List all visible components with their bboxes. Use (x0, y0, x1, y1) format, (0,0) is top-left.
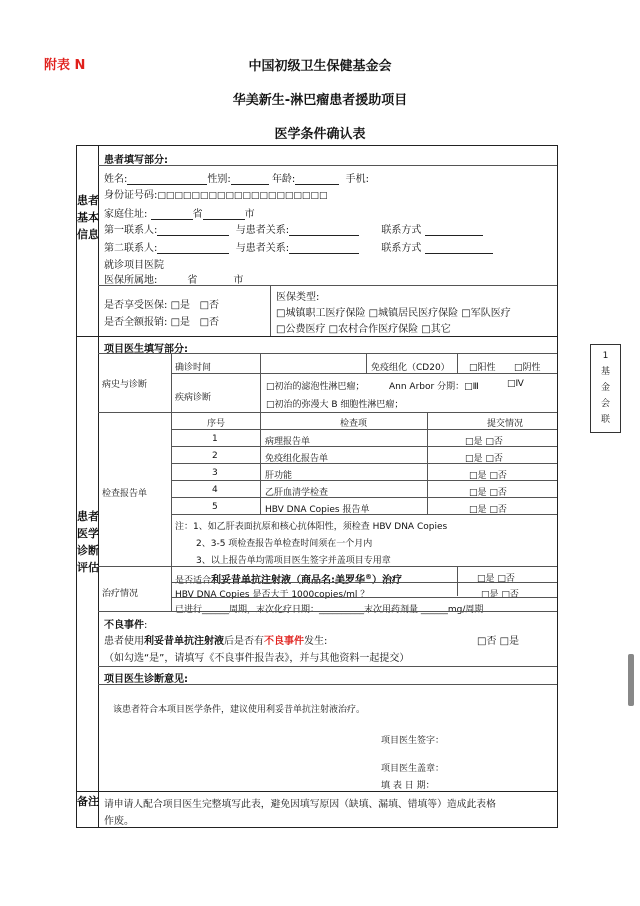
treatment-bottom (98, 611, 557, 612)
contact2-method-label: 联系方式 (381, 243, 422, 254)
patient-title-divider (98, 165, 557, 166)
report-col-no: 序号 (207, 419, 226, 429)
patient-section-bottom (77, 336, 557, 337)
report-col-submit: 提交情况 (487, 419, 524, 429)
treatment-q1-prefix: 是否适合 (175, 576, 212, 586)
contact2-input[interactable] (157, 243, 229, 254)
insurance-province-label: 省 (187, 275, 198, 286)
insurance-place-label: 医保所属地: (104, 275, 158, 286)
adverse-q-prefix: 患者使用 (104, 636, 144, 647)
confirm-time-label: 确诊时间 (175, 363, 212, 373)
side-label-patient-info: 患者基本信息 (77, 194, 99, 241)
contact2-relation-label: 与患者关系: (235, 243, 290, 254)
enjoy-insurance-yes[interactable]: □是 (170, 300, 191, 311)
opinion-title-divider (98, 684, 557, 685)
treatment-q2: HBV DNA Copies 是否大于 1000copies/ml ？ (175, 590, 370, 600)
enjoy-insurance-label: 是否享受医保: (104, 300, 168, 311)
report-row-1-item: 病理报告单 (265, 437, 311, 447)
phone-label: 手机: (345, 174, 370, 185)
treatment-answer-divider (457, 566, 458, 596)
report-row-2-bottom (171, 463, 557, 464)
stub-char-4: 联 (600, 415, 610, 425)
contact2-relation-input[interactable] (289, 243, 359, 254)
report-note-2: 2、3-5 项检查报告单检查时间须在一个月内 (196, 539, 373, 549)
ann-arbor-stage-4[interactable]: □Ⅳ (507, 379, 524, 389)
treatment-q1-bottom (171, 582, 557, 583)
contact2-label: 第二联系人: (104, 243, 158, 254)
report-row-1-no: 1 (212, 434, 218, 444)
stub-char-1: 基 (600, 367, 610, 377)
doctor-stamp-label: 项目医生盖章： (381, 764, 445, 774)
report-bottom (98, 566, 557, 567)
province-label: 省 (192, 209, 203, 220)
project-title: 华美新生-淋巴瘤患者援助项目 (232, 93, 408, 108)
report-row-4-item: 乙肝血清学检查 (265, 488, 329, 498)
contact1-relation-input[interactable] (289, 225, 359, 236)
insurance-type-options-2[interactable]: □公费医疗 □农村合作医疗保险 □其它 (276, 324, 451, 335)
full-reimburse-label: 是否全额报销: (104, 317, 168, 328)
report-row-2-item: 免疫组化报告单 (265, 454, 329, 464)
address-city-input[interactable] (203, 209, 245, 220)
confirm-time-divider (260, 353, 261, 373)
adverse-q-drug: 利妥昔单抗注射液 (144, 636, 224, 647)
report-row-3-status[interactable]: □是 □否 (469, 471, 507, 481)
ihc-negative[interactable]: □阴性 (514, 363, 541, 373)
remark-text-line-2: 作废。 (104, 816, 134, 827)
treatment-q1-answer[interactable]: □是 □否 (477, 574, 515, 584)
disease-dx-divider (260, 373, 261, 412)
adverse-bottom (98, 666, 557, 667)
treatment-q1-drug: 利妥昔单抗注射液（商品名:美罗华 (211, 575, 366, 586)
disease-dx-label: 疾病诊断 (175, 393, 212, 403)
name-label: 姓名: (104, 174, 128, 185)
name-field-row (104, 170, 369, 185)
adverse-title (104, 616, 147, 631)
doctor-title-divider (98, 353, 557, 354)
confirm-time-bottom (171, 373, 557, 374)
form-title: 医学条件确认表 (274, 127, 366, 142)
gender-input[interactable] (231, 174, 269, 185)
treatment-q2-bottom (171, 597, 557, 598)
adverse-title-colon: : (144, 620, 148, 631)
opinion-text: 该患者符合本项目医学条件，建议使用利妥昔单抗注射液治疗。 (113, 705, 366, 715)
insurance-type-label: 医保类型: (276, 292, 320, 303)
full-reimburse-no[interactable]: □否 (199, 317, 220, 328)
ihc-positive[interactable]: □阳性 (469, 363, 496, 373)
medical-section-bottom (77, 791, 557, 792)
full-reimburse-row (104, 313, 219, 328)
id-field-row (104, 186, 327, 201)
name-input[interactable] (127, 174, 207, 185)
report-row-2-status[interactable]: □是 □否 (465, 454, 503, 464)
report-row-4-bottom (171, 497, 557, 498)
adverse-answer[interactable]: □否 □是 (477, 636, 520, 647)
id-boxes[interactable]: □□□□□□□□□□□□□□□□□□□□ (157, 191, 328, 201)
report-row-3-item: 肝功能 (265, 471, 293, 481)
gender-label: 性别: (207, 174, 231, 185)
stub-char-3: 会 (600, 399, 610, 409)
ihc-label: 免疫组化（CD20） (371, 363, 450, 373)
treatment-q2-answer[interactable]: □是 □否 (481, 590, 519, 600)
report-row-5-status[interactable]: □是 □否 (469, 505, 507, 515)
side-label-medical-eval: 患者医学诊断评估 (77, 510, 99, 574)
insurance-city-label: 市 (233, 275, 244, 286)
history-bottom (98, 412, 557, 413)
contact1-label: 第一联系人: (104, 225, 158, 236)
foundation-copy-stub (590, 344, 621, 433)
history-label-divider (171, 353, 172, 611)
foundation-title: 中国初级卫生保健基金会 (248, 59, 392, 74)
doctor-sign-label: 项目医生签字： (381, 736, 445, 746)
report-row-1-bottom (171, 446, 557, 447)
fill-date-label: 填 表 日 期： (381, 781, 435, 791)
full-reimburse-yes[interactable]: □是 (170, 317, 191, 328)
adverse-q-mid: 后是否有 (224, 636, 264, 647)
address-province-input[interactable] (151, 209, 193, 220)
stub-number: 1 (602, 351, 609, 361)
insurance-column-divider (270, 285, 271, 336)
report-row-5-no: 5 (212, 502, 218, 512)
report-row-3-bottom (171, 480, 557, 481)
scrollbar-thumb[interactable] (628, 654, 634, 706)
contact1-relation-label: 与患者关系: (235, 225, 290, 236)
report-row-4-no: 4 (212, 485, 218, 495)
report-label: 检查报告单 (102, 489, 148, 499)
appendix-label: 附表 N (44, 58, 86, 73)
adverse-q-event: 不良事件 (264, 636, 304, 647)
report-note-1: 注：1、如乙肝表面抗原和核心抗体阳性，须检查 HBV DNA Copies (175, 522, 448, 532)
contact1-method-label: 联系方式 (381, 225, 422, 236)
form-table (76, 145, 558, 828)
dx-follicular[interactable]: □初治的滤泡性淋巴瘤； (266, 382, 365, 392)
side-label-remarks: 备注 (77, 795, 99, 808)
ihc-divider (366, 353, 367, 373)
address-field-row (104, 205, 255, 220)
opinion-title: 项目医生诊断意见: (104, 674, 188, 685)
doctor-section-title: 项目医生填写部分: (104, 344, 188, 355)
address-label: 家庭住址: (104, 209, 148, 220)
report-row-2-no: 2 (212, 451, 218, 461)
report-row-3-no: 3 (212, 468, 218, 478)
remark-text-line-1: 请申请人配合项目医生完整填写此表，避免因填写原因（缺填、漏填、错填等）造成此表格 (104, 799, 496, 810)
contact2-method-input[interactable] (425, 243, 493, 254)
ihc-result-divider (457, 353, 458, 373)
treatment-label: 治疗情况 (102, 589, 139, 599)
report-col-item: 检查项 (340, 419, 368, 429)
label-column-divider (98, 146, 99, 827)
report-row-5-bottom (171, 514, 557, 515)
age-label: 年龄: (271, 174, 296, 185)
city-label: 市 (244, 209, 255, 220)
contact1-field-row (104, 221, 483, 236)
insurance-divider (98, 285, 557, 286)
report-row-5-item: HBV DNA Copies 报告单 (265, 505, 370, 515)
report-note-3: 3、以上报告单均需项目医生签字并盖项目专用章 (196, 556, 391, 566)
history-label: 病史与诊断 (102, 380, 148, 390)
age-input[interactable] (295, 174, 339, 185)
id-label: 身份证号码: (104, 190, 158, 201)
enjoy-insurance-row (104, 296, 219, 311)
adverse-q-suffix: 发生: (304, 636, 328, 647)
insurance-type-options-1[interactable]: □城镇职工医疗保险 □城镇居民医疗保险 □军队医疗 (276, 308, 511, 319)
adverse-hint: （如勾选“是”，请填写《不良事件报告表》，并与其他资料一起提交） (104, 653, 410, 664)
treatment-q1 (175, 571, 402, 586)
adverse-question (104, 632, 327, 647)
report-row-1-status[interactable]: □是 □否 (465, 437, 503, 447)
insurance-place-row (104, 271, 243, 286)
contact2-field-row (104, 239, 493, 254)
report-header-bottom (171, 429, 557, 430)
contact1-input[interactable] (157, 225, 229, 236)
enjoy-insurance-no[interactable]: □否 (199, 300, 220, 311)
contact1-method-input[interactable] (425, 225, 483, 236)
dx-dlbcl[interactable]: □初治的弥漫大 B 细胞性淋巴瘤； (266, 400, 404, 410)
report-row-4-status[interactable]: □是 □否 (469, 488, 507, 498)
hospital-label: 就诊项目医院 (104, 260, 164, 271)
treatment-q1-registered: ® (365, 573, 373, 581)
adverse-title-text: 不良事件 (104, 620, 144, 631)
treatment-q1-close: ）治疗 (372, 575, 403, 586)
patient-section-title: 患者填写部分: (104, 155, 168, 166)
ann-arbor-stage-3[interactable]: Ann Arbor 分期：□Ⅲ (389, 382, 479, 392)
treatment-cycle[interactable]: 已进行______周期，末次化疗日期：__________末次用药剂量 ______mg/周期 (175, 605, 484, 615)
stub-char-2: 金 (600, 383, 610, 393)
